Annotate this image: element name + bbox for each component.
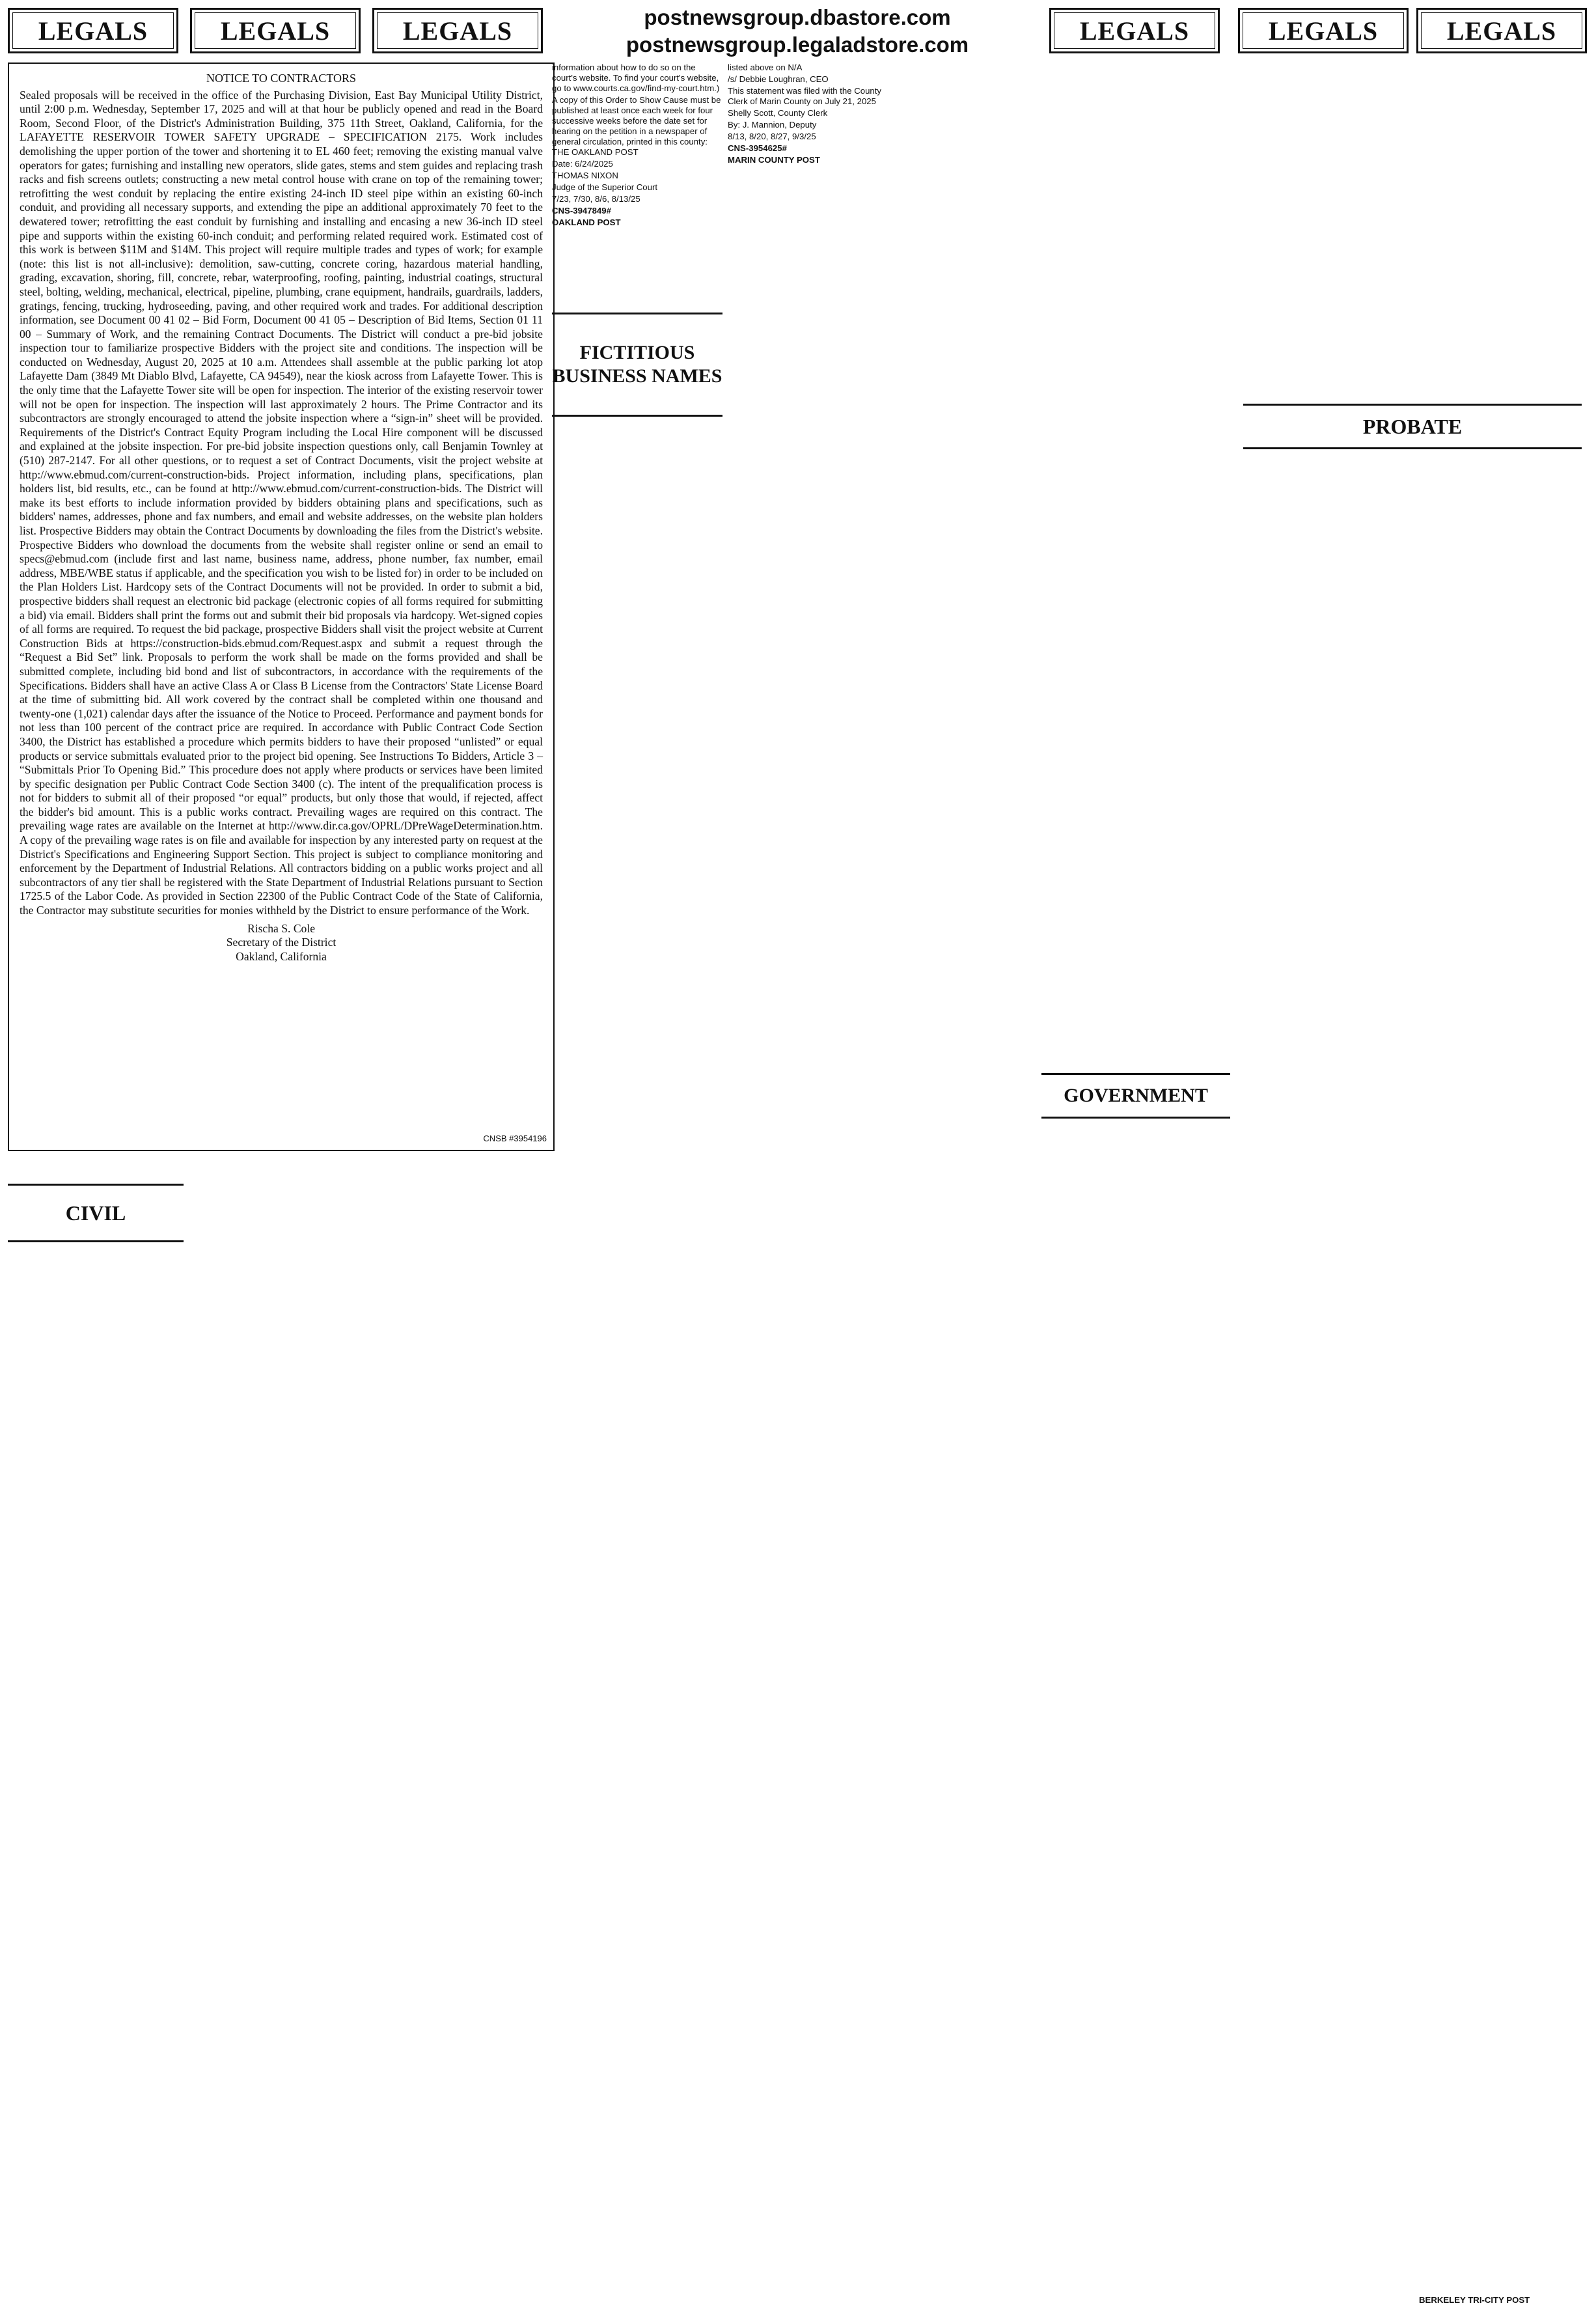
notice-to-contractors xyxy=(8,63,555,1151)
signer-name: Rischa S. Cole xyxy=(247,921,316,935)
site-url-legaladstore[interactable]: postnewsgroup.legaladstore.com xyxy=(626,33,969,57)
legals-banner-3: LEGALS xyxy=(372,8,543,53)
publication-name: OAKLAND POST xyxy=(552,217,621,227)
cns-number: CNS-3947849# xyxy=(552,206,611,216)
continuation-line: Shelly Scott, County Clerk xyxy=(728,108,828,118)
column-fbn-continuation xyxy=(552,63,722,303)
continuation-line: listed above on N/A xyxy=(728,63,803,72)
continuation-line: 8/13, 8/20, 8/27, 9/3/25 xyxy=(728,132,816,141)
section-civil: CIVIL xyxy=(8,1184,184,1242)
publication-name: BERKELEY TRI-CITY POST xyxy=(1419,2295,1530,2305)
notice-title: NOTICE TO CONTRACTORS xyxy=(206,72,357,85)
legals-banner-6: LEGALS xyxy=(1416,8,1587,53)
signer-place: Oakland, California xyxy=(236,949,327,963)
continuation-line: This statement was filed with the County Clerk of Marin County on July 21, 2025 xyxy=(728,86,882,106)
column-mid-continuation xyxy=(728,63,898,232)
continuation-line: /s/ Debbie Loughran, CEO xyxy=(728,74,829,84)
cns-number: CNS-3954625# xyxy=(728,143,787,153)
site-urls xyxy=(573,4,1022,59)
section-probate: PROBATE xyxy=(1243,404,1582,449)
continuation-line: A copy of this Order to Show Cause must be published at least once each week for four successive weeks before the date set for hearing on the petition in a newspaper of general circulation, printed in this county: THE OAKLAND POST xyxy=(552,95,721,157)
notice-cns-number: CNSB #3954196 xyxy=(483,1134,547,1144)
continuation-line: By: J. Mannion, Deputy xyxy=(728,120,817,130)
continuation-line: information about how to do so on the court's website. To find your court's website, go to www.courts.ca.gov/find-my-court.htm.) xyxy=(552,63,720,93)
legals-banner-2: LEGALS xyxy=(190,8,361,53)
notice-signature xyxy=(20,922,543,964)
legals-banner-4: LEGALS xyxy=(1049,8,1220,53)
legals-banner-5: LEGALS xyxy=(1238,8,1409,53)
section-fictitious-business-names: FICTITIOUS BUSINESS NAMES xyxy=(552,313,722,417)
signer-title: Secretary of the District xyxy=(226,936,337,949)
legals-banner-1: LEGALS xyxy=(8,8,178,53)
notice-body: Sealed proposals will be received in the office of the Purchasing Division, East Bay Municipal Utility District, until 2:00 p.m. Wednesday, September 17, 2025 and will at that hour be publicly opened and read in the Board Room, Second Floor, of the District's Administration Building, 375 11th Street, Oakland, California, for the LAFAYETTE RESERVOIR TOWER SAFETY UPGRADE – SPECIFICATION 2175. Work includes demolishing the upper portion of the tower and shortening it to EL 460 feet; removing the existing manual valve operators for gates; furnishing and installing new operators, slide gates, stems and stem guides and replacing trash racks and fish screens outlets; constructing a new metal control house with crane on top of the remaining tower; retrofitting the west conduit by replacing the entire existing 24-inch ID steel pipe within an existing 60-inch conduit, and providing all necessary supports, and extending the pipe an additional approximately 70 feet to the dewatered tower; retrofitting the east conduit by furnishing and installing and encasing a new 36-inch ID steel pipe and supports within the existing 60-inch conduit; and performing related required work. Estimated cost of this work is between $11M and $14M. This project will require multiple trades and types of work; for example (note: this list is not all-inclusive): demolition, saw-cutting, concrete coring, hazardous material handling, grading, excavation, shoring, fill, concrete, rebar, waterproofing, roofing, painting, industrial coatings, structural steel, bolting, welding, mechanical, electrical, pipeline, plumbing, crane equipment, handrails, guardrails, ladders, gratings, fencing, trucking, hydroseeding, paving, and other required work and trades. For additional description information, see Document 00 41 02 – Bid Form, Document 00 41 05 – Description of Bid Items, Section 01 11 00 – Summary of Work, and the remaining Contract Documents. The District will conduct a pre-bid jobsite inspection tour to familiarize prospective Bidders with the project site and conditions. The inspection will be conducted on Wednesday, August 20, 2025 at 10 a.m. Attendees shall assemble at the public parking lot atop Lafayette Dam (3849 Mt Diablo Blvd, Lafayette, CA 94549), near the kiosk across from Lafayette Tower. This is the only time that the Lafayette Tower site will be open for inspection. The interior of the existing reservoir tower will not be open for inspection. The inspection will last approximately 2 hours. The Prime Contractor and its subcontractors are strongly encouraged to attend the jobsite inspection where a “sign-in” sheet will be provided. Requirements of the District's Contract Equity Program including the Local Hire component will be discussed and explained at the jobsite inspection. For pre-bid jobsite inspection questions only, call Benjamin Townley at (510) 287-2147. For all other questions, or to request a set of Contract Documents, visit the project website at http://www.ebmud.com/current-construction-bids. Project information, including plans, specifications, plan holders list, bid results, etc., can be found at http://www.ebmud.com/current-construction-bids. The District will make its best efforts to include information provided by bidders obtaining plans and specifications, such as bidders' names, addresses, phone and fax numbers, and email and website addresses, on the website plan holders list. Prospective Bidders may obtain the Contract Documents by downloading the files from the District's website. Prospective Bidders who download the documents from the website shall register online or send an email to specs@ebmud.com (include first and last name, business name, address, phone number, fax number, email address, MBE/WBE status if applicable, and the specification you wish to be listed for) in order to be included on the Plan Holders List. Hardcopy sets of the Contract Documents will not be provided. In order to submit a bid, prospective bidders shall request an electronic bid package (electronic copies of all forms required for submitting a bid) via email. Bidders shall print the forms out and submit their bid proposals via hardcopy. Wet-signed copies of all forms are required. To request the bid package, prospective Bidders shall visit the project website at Current Construction Bids at https://construction-bids.ebmud.com/Request.aspx and submit a request through the “Request a Bid Set” link. Proposals to perform the work shall be made on the forms provided and shall be submitted complete, including bid bond and list of subcontractors, in accordance with the requirements of the Specifications. Bidders shall have an active Class A or Class B License from the Contractors' State License Board at the time of submitting bid. All work covered by the contract shall be completed within one thousand and twenty-one (1,021) calendar days after the issuance of the Notice to Proceed. Performance and payment bonds for not less than 100 percent of the contract price are required. In accordance with Public Contract Code Section 3400, the District has established a procedure which permits bidders to have their proposed “unlisted” or equal products or service submittals evaluated prior to the project bid opening. See Instructions To Bidders, Article 3 – “Submittals Prior To Opening Bid.” This procedure does not apply where products or services have been limited by specific designation per Public Contract Code Section 3400 (c). The intent of the prequalification process is not for bidders to submit all of their proposed “or equal” products, but only those that would, if rejected, affect the bidder's bid amount. This is a public works contract. Prevailing wages are required on this contract. The prevailing wage rates are available on the Internet at http://www.dir.ca.gov/OPRL/DPreWageDetermination.htm. A copy of the prevailing wage rates is on file and available for inspection by any interested party on request at the District's Specifications and Engineering Support Section. This project is subject to compliance monitoring and enforcement by the Department of Industrial Relations. All contractors bidding on a public works project and all subcontractors of any tier shall be registered with the State Department of Industrial Relations pursuant to Section 1725.5 of the Labor Code. As provided in Section 22300 of the Public Contract Code of the State of California, the Contractor may substitute securities for monies withheld by the District to ensure performance of the Work. xyxy=(20,88,543,917)
continuation-line: THOMAS NIXON xyxy=(552,171,618,180)
continuation-line: 7/23, 7/30, 8/6, 8/13/25 xyxy=(552,194,640,204)
continuation-line: Judge of the Superior Court xyxy=(552,182,658,192)
site-url-dbastore[interactable]: postnewsgroup.dbastore.com xyxy=(644,5,951,29)
footer-publication xyxy=(1419,2295,1588,2308)
continuation-line: Date: 6/24/2025 xyxy=(552,159,613,169)
publication-name: MARIN COUNTY POST xyxy=(728,155,820,165)
section-government: GOVERNMENT xyxy=(1041,1073,1230,1119)
